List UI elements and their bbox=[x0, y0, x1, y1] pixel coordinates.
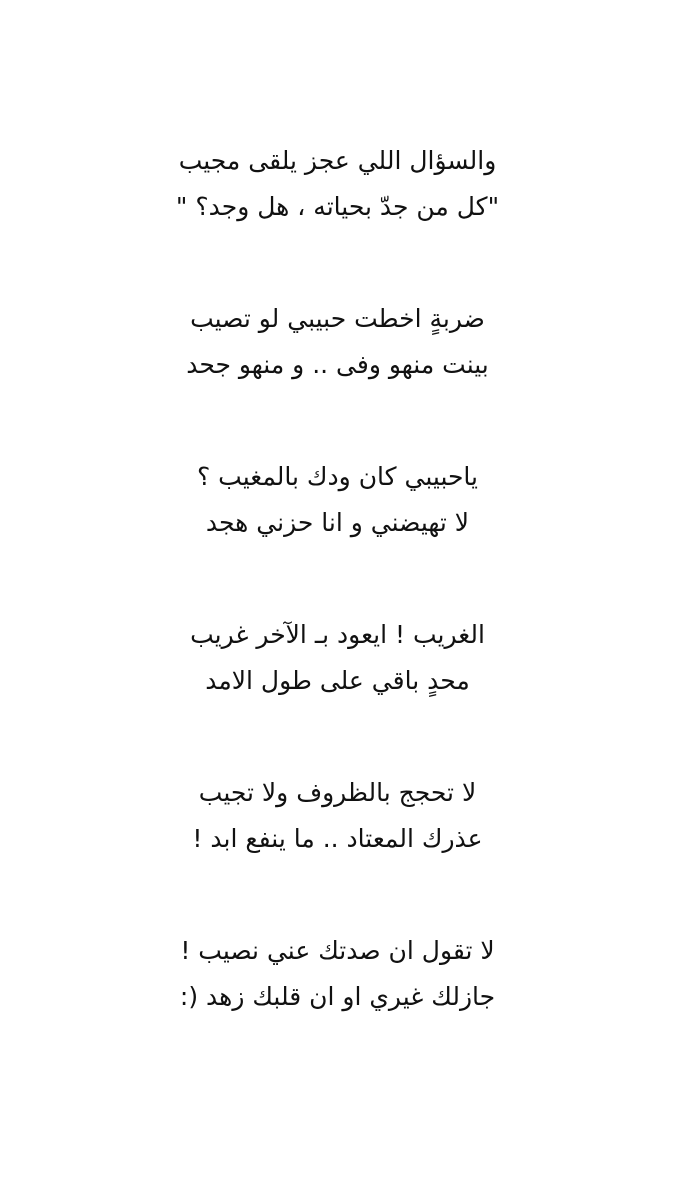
stanza-4 bbox=[0, 612, 675, 704]
poem-line: بينت منهو وفى .. و منهو جحد bbox=[186, 350, 489, 379]
poem-line: عذرك المعتاد .. ما ينفع ابد ! bbox=[192, 824, 483, 853]
poem-line: ياحبيبي كان ودك بالمغيب ؟ bbox=[196, 462, 479, 491]
stanza-6 bbox=[0, 928, 675, 1020]
poem-line: لا تحجج بالظروف ولا تجيب bbox=[198, 778, 477, 807]
stanza-2 bbox=[0, 296, 675, 388]
stanza-3 bbox=[0, 454, 675, 546]
stanza-5 bbox=[0, 770, 675, 862]
poem-line: "كل من جدّ بحياته ، هل وجد؟ " bbox=[175, 192, 500, 221]
poem-line: ضربةٍ اخطت حبيبي لو تصيب bbox=[190, 304, 485, 333]
poem-line: لا تهيضني و انا حزني هجد bbox=[205, 508, 470, 537]
poem-line: محدٍ باقي على طول الامد bbox=[205, 666, 470, 695]
stanza-1 bbox=[0, 138, 675, 230]
poem-line: الغريب ! ايعود بـ الآخر غريب bbox=[190, 620, 485, 649]
poem-line: جازلك غيري او ان قلبك زهد (: bbox=[179, 982, 496, 1011]
poem-line: والسؤال اللي عجز يلقى مجيب bbox=[178, 146, 497, 175]
poem-line: لا تقول ان صدتك عني نصيب ! bbox=[180, 936, 495, 965]
poem bbox=[0, 138, 675, 1086]
